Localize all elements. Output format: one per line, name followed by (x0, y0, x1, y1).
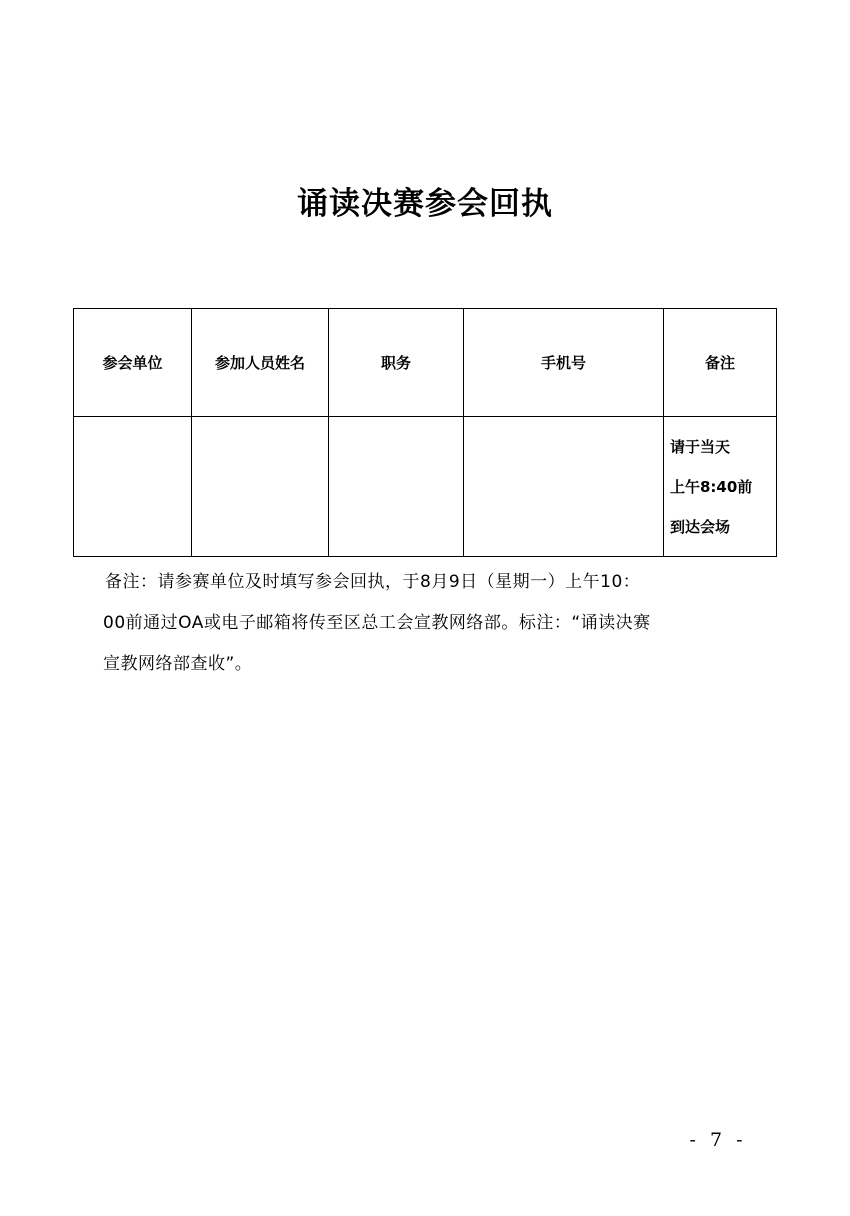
table-header-row (74, 309, 777, 417)
note-line-2: 上午8:40前 (670, 477, 753, 496)
header-phone: 手机号 (464, 309, 664, 417)
receipt-table (73, 308, 777, 557)
header-position: 职务 (329, 309, 464, 417)
cell-notes (664, 417, 777, 557)
cell-attendee-name[interactable] (192, 417, 329, 557)
remarks-line-1: 备注：请参赛单位及时填写参会回执，于8月9日（星期一）上午10： (105, 572, 641, 592)
header-unit: 参会单位 (74, 309, 192, 417)
cell-unit[interactable] (74, 417, 192, 557)
cell-phone[interactable] (464, 417, 664, 557)
cell-position[interactable] (329, 417, 464, 557)
header-notes: 备注 (664, 309, 777, 417)
table-row (74, 417, 777, 557)
header-attendee-name: 参加人员姓名 (192, 309, 329, 417)
page-number: - 7 - (689, 1129, 747, 1151)
remarks-line-2: 00前通过OA或电子邮箱将传至区总工会宣教网络部。标注：“诵读决赛 (103, 613, 651, 633)
document-title: 诵读决赛参会回执 (297, 186, 553, 222)
remarks-line-3: 宣教网络部查收”。 (103, 654, 253, 674)
note-line-1: 请于当天 (670, 437, 731, 456)
note-line-3: 到达会场 (670, 517, 731, 536)
remarks-paragraph (105, 562, 755, 685)
